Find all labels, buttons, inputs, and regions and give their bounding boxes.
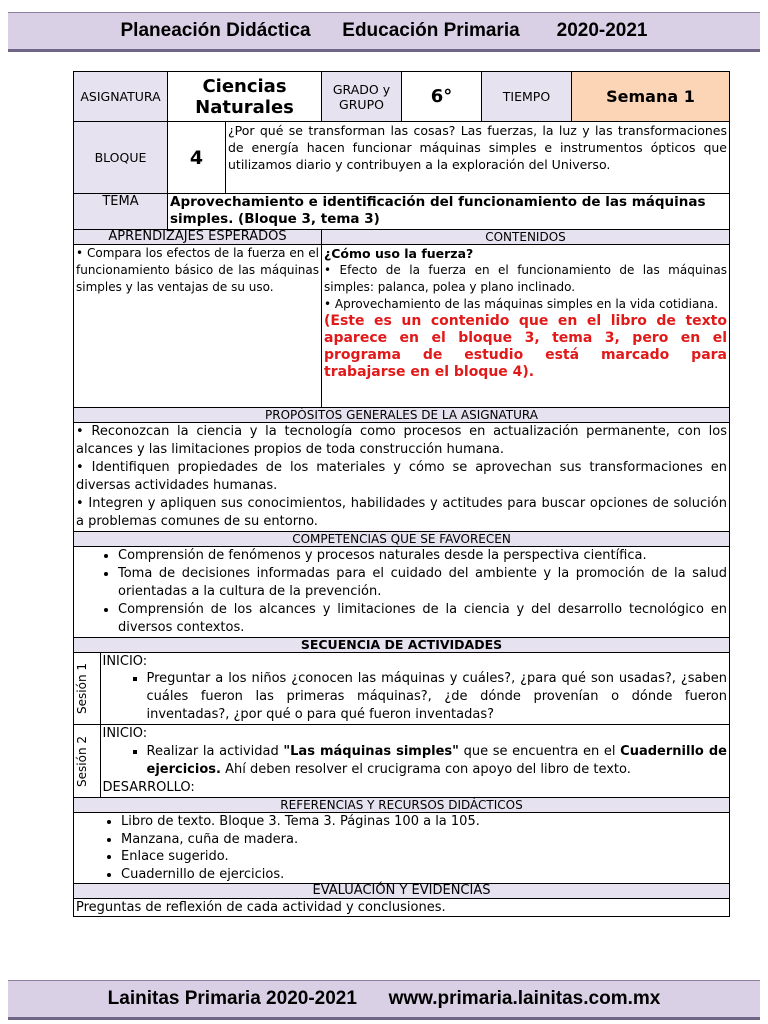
grado-label: GRADO y GRUPO bbox=[322, 72, 402, 122]
header-level: Educación Primaria bbox=[342, 20, 520, 41]
aprendizajes-header: APRENDIZAJES ESPERADOS bbox=[74, 230, 322, 245]
lesson-plan-table bbox=[73, 71, 729, 917]
secuencia-header: SECUENCIA DE ACTIVIDADES bbox=[74, 638, 730, 653]
referencia-item: • Libro de texto. Bloque 3. Tema 3. Páginas 100 a la 105. bbox=[121, 813, 727, 831]
proposito-item: • Integren y apliquen sus conocimientos, habilidades y actitudes para buscar opciones de solución a problemas comunes de su entorno. bbox=[76, 496, 727, 529]
header-title: Planeación Didáctica bbox=[120, 20, 311, 41]
session-2-desarrollo: DESARROLLO: bbox=[102, 780, 195, 795]
tema-label: TEMA bbox=[74, 194, 168, 230]
session-1-label: Sesión 1 bbox=[75, 663, 89, 714]
grado-value: 6° bbox=[402, 72, 482, 122]
competencia-item: • Comprensión de fenómenos y procesos naturales desde la perspectiva científica. bbox=[118, 547, 727, 565]
propositos-cell bbox=[74, 423, 730, 532]
competencia-item: • Toma de decisiones informadas para el cuidado del ambiente y la promoción de la salud orientadas a la cultura de la prevención. bbox=[118, 565, 727, 601]
evaluacion-text: Preguntas de reflexión de cada actividad y conclusiones. bbox=[74, 899, 730, 917]
proposito-item: • Identifiquen propiedades de los materiales y cómo se aprovechan sus transformaciones en diversas actividades humanas. bbox=[76, 460, 727, 493]
session-2-item bbox=[147, 743, 728, 779]
contenidos-cell bbox=[322, 245, 730, 408]
referencia-item: • Enlace sugerido. bbox=[121, 848, 727, 866]
competencias-header: COMPETENCIAS QUE SE FAVORECEN bbox=[74, 532, 730, 547]
session-2-activity-name: "Las máquinas simples" bbox=[283, 744, 459, 759]
header-year: 2020-2021 bbox=[556, 20, 648, 41]
contenidos-item-2: • Aprovechamiento de las máquinas simples en la vida cotidiana. bbox=[324, 297, 719, 311]
bloque-description: ¿Por qué se transforman las cosas? Las fuerzas, la luz y las transformaciones de energía hacen funcionar máquinas simples e instrumentos ópticos que utilizamos diario y contribuyen a la exploración del Universo. bbox=[226, 122, 730, 194]
tema-value: Aprovechamiento e identificación del funcionamiento de las máquinas simples. (Bloque 3, tema 3) bbox=[168, 194, 730, 230]
session-1-inicio: INICIO: bbox=[102, 654, 148, 669]
asignatura-label: ASIGNATURA bbox=[74, 72, 168, 122]
referencias-cell bbox=[74, 813, 730, 884]
session-1-item: ▪ Preguntar a los niños ¿conocen las máquinas y cuáles?, ¿para qué son usadas?, ¿saben cuáles fueron las primeras máquinas?, ¿de dónde provenían o dónde fueron inventadas?, ¿por qué o para qué fueron inventadas? bbox=[147, 670, 728, 724]
evaluacion-header: EVALUACIÓN Y EVIDENCIAS bbox=[74, 884, 730, 899]
contenidos-header: CONTENIDOS bbox=[322, 230, 730, 245]
proposito-item: • Reconozcan la ciencia y la tecnología como procesos en actualización permanente, con los alcances y las limitaciones propios de toda construcción humana. bbox=[76, 424, 727, 457]
referencias-header: REFERENCIAS Y RECURSOS DIDÁCTICOS bbox=[74, 798, 730, 813]
competencia-item: • Comprensión de los alcances y limitaciones de la ciencia y del desarrollo tecnológico en diversos contextos. bbox=[118, 601, 727, 637]
session-2-text-a: Realizar la actividad bbox=[146, 744, 284, 759]
competencias-cell bbox=[74, 547, 730, 638]
session-2-label-cell bbox=[74, 725, 100, 798]
session-2-notebook: Cuadernillo de ejercicios. bbox=[146, 744, 727, 777]
session-2-content bbox=[100, 725, 729, 798]
tiempo-label: TIEMPO bbox=[482, 72, 572, 122]
contenidos-item-1: • Efecto de la fuerza en el funcionamiento de las máquinas simples: palanca, polea y plano inclinado. bbox=[324, 263, 727, 294]
contenidos-note: (Este es un contenido que en el libro de texto aparece en el bloque 3, tema 3, pero en el programa de estudio está marcado para trabajarse en el bloque 4). bbox=[324, 313, 727, 380]
propositos-header: PROPÓSITOS GENERALES DE LA ASIGNATURA bbox=[74, 408, 730, 423]
footer-band bbox=[8, 980, 760, 1020]
referencia-item: • Cuadernillo de ejercicios. bbox=[121, 866, 727, 884]
bloque-label: BLOQUE bbox=[74, 122, 168, 194]
referencia-item: • Manzana, cuña de madera. bbox=[121, 831, 727, 849]
session-2-label: Sesión 2 bbox=[75, 735, 89, 787]
session-2-text-c: que se encuentra en el bbox=[458, 744, 621, 759]
bloque-value: 4 bbox=[168, 122, 226, 194]
contenidos-title: ¿Cómo uso la fuerza? bbox=[324, 246, 474, 261]
secuencia-cell bbox=[74, 653, 730, 798]
footer-url[interactable]: www.primaria.lainitas.com.mx bbox=[388, 988, 661, 1009]
header-band bbox=[8, 12, 760, 52]
session-1-label-cell bbox=[74, 653, 100, 725]
footer-brand: Lainitas Primaria 2020-2021 bbox=[107, 988, 357, 1009]
session-2-inicio: INICIO: bbox=[102, 726, 148, 741]
aprendizajes-text: • Compara los efectos de la fuerza en el funcionamiento básico de las máquinas simples y las ventajas de su uso. bbox=[74, 245, 322, 408]
asignatura-value: Ciencias Naturales bbox=[168, 72, 322, 122]
session-1-content bbox=[100, 653, 729, 725]
tiempo-value: Semana 1 bbox=[572, 72, 730, 122]
session-2-text-e: Ahí deben resolver el crucigrama con apoyo del libro de texto. bbox=[220, 762, 631, 777]
